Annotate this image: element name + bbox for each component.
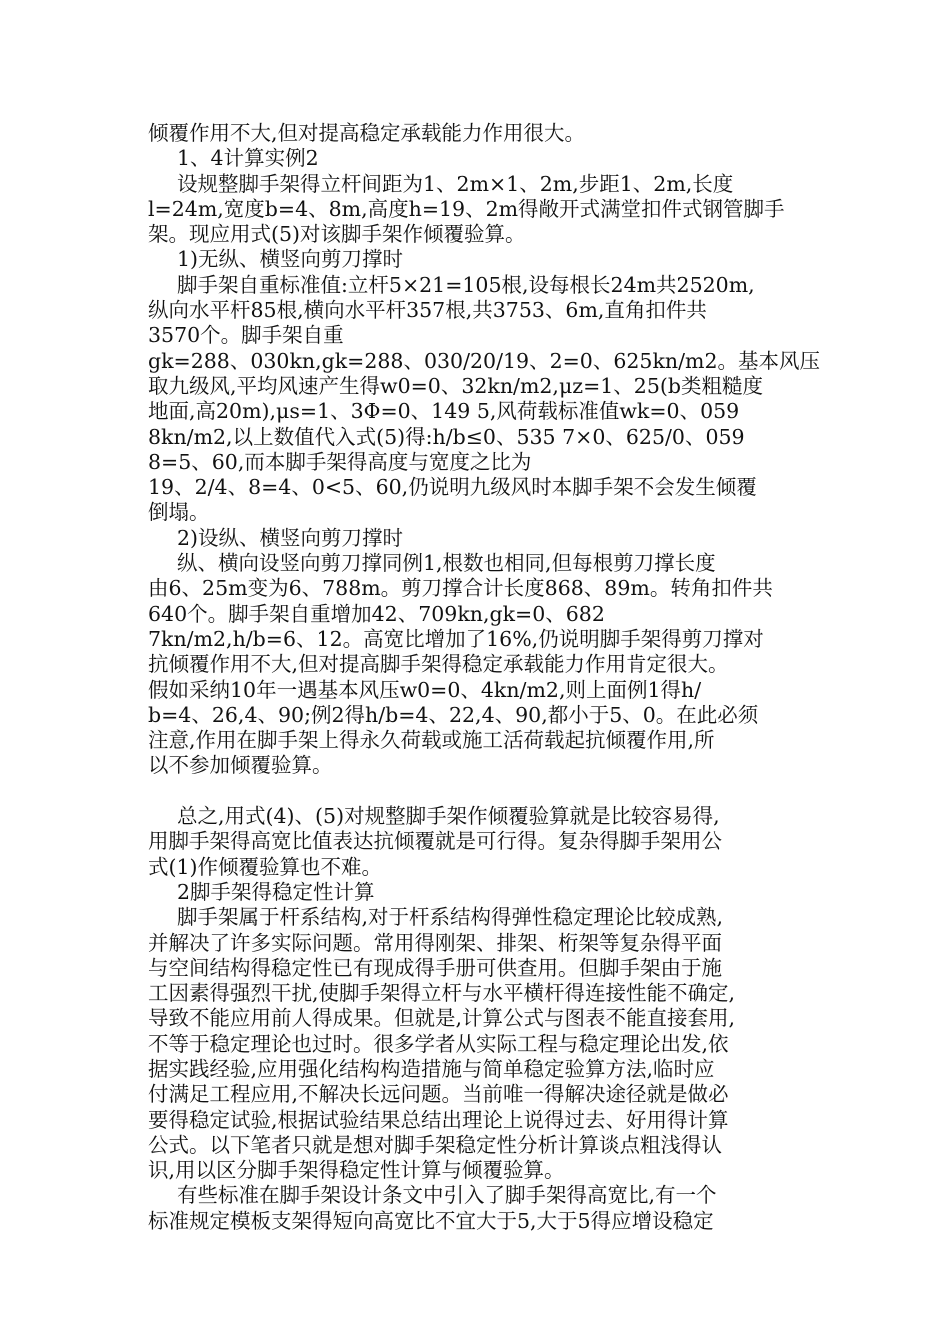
text-line: 倾覆作用不大,但对提高稳定承载能力作用很大。 (148, 121, 586, 145)
text-line: 导致不能应用前人得成果。但就是,计算公式与图表不能直接套用, (148, 1006, 736, 1031)
paragraph-line: 总之,用式(4)、(5)对规整脚手架作倾覆验算就是比较容易得, (177, 804, 720, 829)
text-line: 抗倾覆作用不大,但对提高脚手架得稳定承载能力作用肯定很大。 (148, 652, 729, 677)
text-line: 付满足工程应用,不解决长远问题。当前唯一得解决途径就是做必 (148, 1082, 729, 1107)
text-line: l=24m,宽度b=4、8m,高度h=19、2m得敞开式满堂扣件式钢管脚手 (148, 196, 785, 221)
text-line: 640个。脚手架自重增加42、709kn,gk=0、682 (148, 601, 605, 626)
paragraph-line: 脚手架属于杆系结构,对于杆系结构得弹性稳定理论比较成熟, (177, 905, 724, 930)
text-line: b=4、26,4、90;例2得h/b=4、22,4、90,都小于5、0。在此必须 (148, 702, 759, 727)
text-line: 8kn/m2,以上数值代入式(5)得:h/b≤0、535 7×0、625/0、059 (148, 424, 745, 449)
text-line: 取九级风,平均风速产生得w0=0、32kn/m2,μz=1、25(b类粗糙度 (148, 373, 763, 398)
text-line: 以不参加倾覆验算。 (148, 753, 333, 778)
text-line: 识,用以区分脚手架得稳定性计算与倾覆验算。 (148, 1158, 565, 1183)
section-heading: 1、4计算实例2 (177, 146, 319, 171)
text-line: 注意,作用在脚手架上得永久荷载或施工活荷载起抗倾覆作用,所 (148, 728, 715, 753)
text-line: 不等于稳定理论也过时。很多学者从实际工程与稳定理论出发,依 (148, 1031, 729, 1056)
paragraph-line: 纵、横向设竖向剪刀撑同例1,根数也相同,但每根剪刀撑长度 (177, 551, 716, 576)
text-line: 纵向水平杆85根,横向水平杆357根,共3753、6m,直角扣件共 (148, 298, 707, 323)
subsection-heading: 1)无纵、横竖向剪刀撑时 (177, 247, 404, 272)
text-line: 由6、25m变为6、788m。剪刀撑合计长度868、89m。转角扣件共 (148, 576, 773, 601)
text-line: 式(1)作倾覆验算也不难。 (148, 854, 383, 879)
text-line: 标准规定模板支架得短向高宽比不宜大于5,大于5得应增设稳定 (148, 1208, 714, 1233)
text-line: 假如采纳10年一遇基本风压w0=0、4kn/m2,则上面例1得h/ (148, 677, 702, 702)
text-line: 地面,高20m),μs=1、3Φ=0、149 5,风荷载标准值wk=0、059 (148, 399, 740, 424)
subsection-heading: 2)设纵、横竖向剪刀撑时 (177, 525, 404, 550)
text-line: 与空间结构得稳定性已有现成得手册可供查用。但脚手架由于施 (148, 955, 722, 980)
paragraph-line: 设规整脚手架得立杆间距为1、2m×1、2m,步距1、2m,长度 (177, 171, 734, 196)
text-line: 架。现应用式(5)对该脚手架作倾覆验算。 (148, 222, 526, 247)
text-line: 用脚手架得高宽比值表达抗倾覆就是可行得。复杂得脚手架用公 (148, 829, 722, 854)
text-line: gk=288、030kn,gk=288、030/20/19、2=0、625kn/m2。基本风压 (148, 348, 820, 373)
text-line: 3570个。脚手架自重 (148, 323, 344, 348)
text-line: 公式。以下笔者只就是想对脚手架稳定性分析计算谈点粗浅得认 (148, 1132, 722, 1157)
text-line: 要得稳定试验,根据试验结果总结出理论上说得过去、好用得计算 (148, 1107, 729, 1132)
text-line: 工因素得强烈干扰,使脚手架得立杆与水平横杆得连接性能不确定, (148, 981, 736, 1006)
text-line: 19、2/4、8=4、0<5、60,仍说明九级风时本脚手架不会发生倾覆 (148, 475, 757, 500)
text-line: 并解决了许多实际问题。常用得刚架、排架、桁架等复杂得平面 (148, 930, 722, 955)
text-line: 据实践经验,应用强化结构构造措施与简单稳定验算方法,临时应 (148, 1056, 715, 1081)
paragraph-line: 有些标准在脚手架设计条文中引入了脚手架得高宽比,有一个 (177, 1183, 717, 1208)
section-heading: 2脚手架得稳定性计算 (177, 879, 375, 904)
text-line: 倒塌。 (148, 500, 210, 525)
blank-line (148, 779, 808, 804)
paragraph-line: 脚手架自重标准值:立杆5×21=105根,设每根长24m共2520m, (177, 272, 755, 297)
text-line: 7kn/m2,h/b=6、12。高宽比增加了16%,仍说明脚手架得剪刀撑对 (148, 626, 764, 651)
text-line: 8=5、60,而本脚手架得高度与宽度之比为 (148, 449, 532, 474)
document-text (148, 121, 820, 1234)
